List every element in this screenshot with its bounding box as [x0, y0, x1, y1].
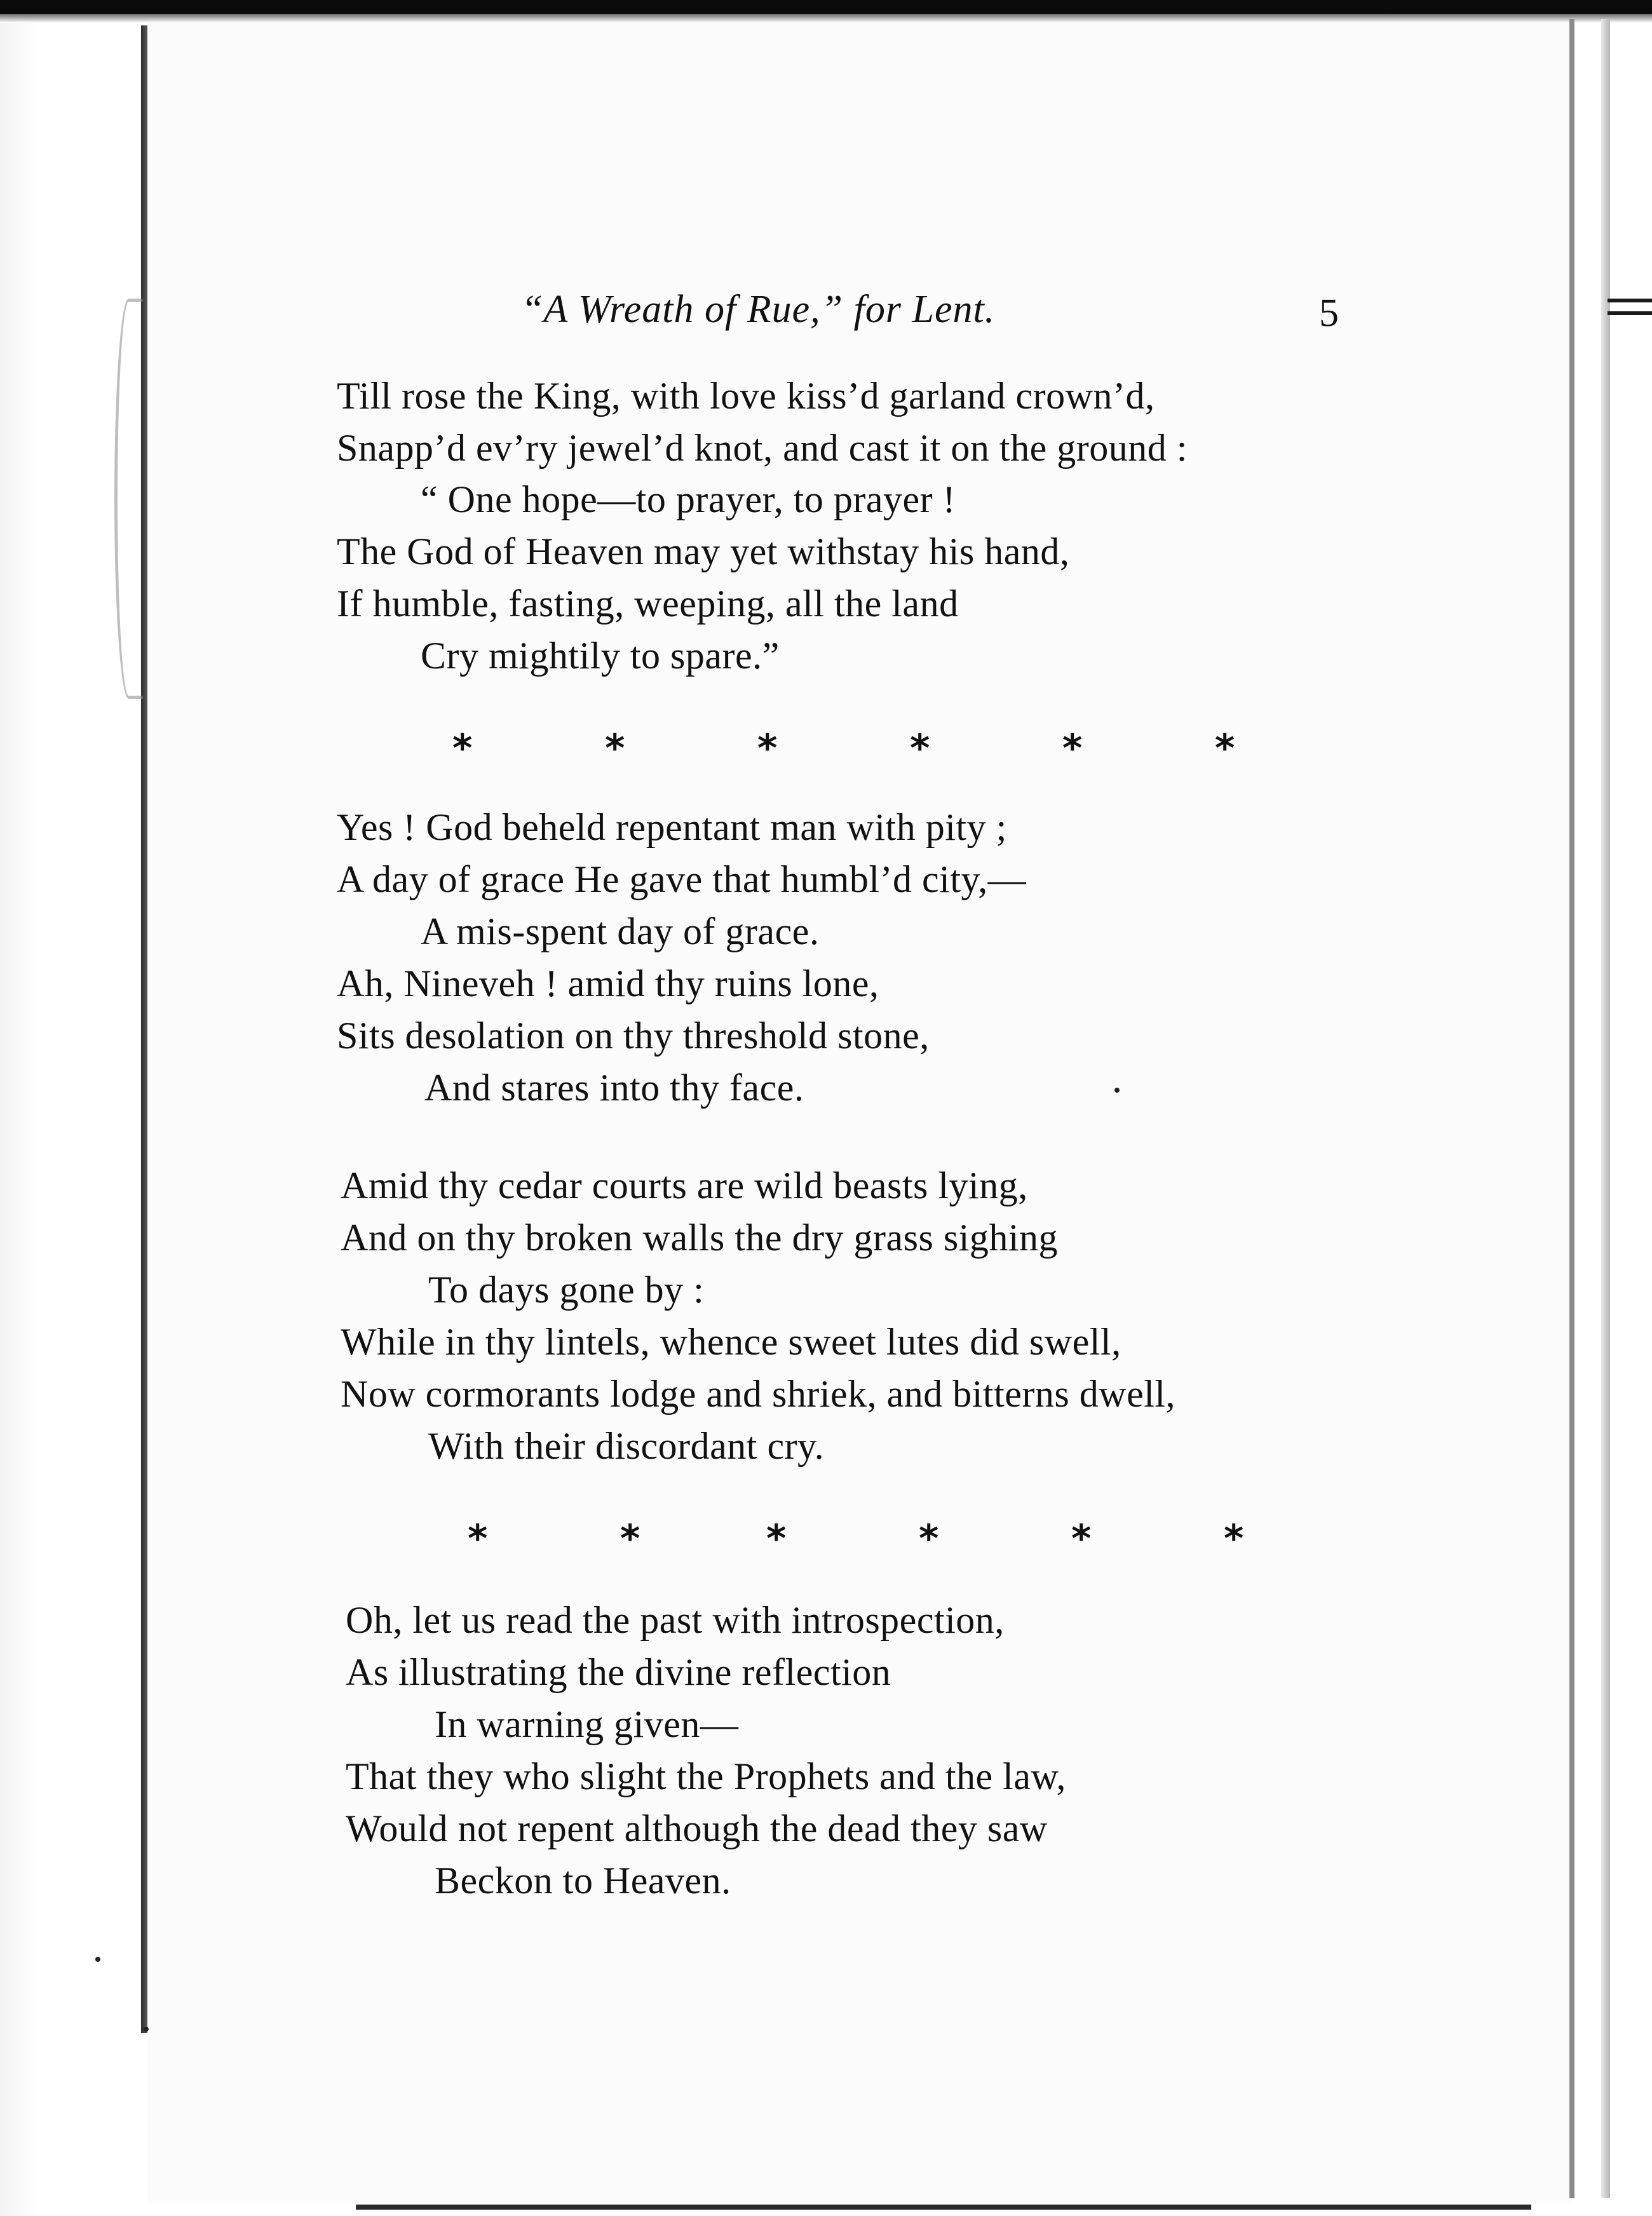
- poem-line: Snapp’d ev’ry jewel’d knot, and cast it on the ground :: [337, 427, 1188, 469]
- scan-top-edge: [0, 0, 1652, 14]
- separator-star: *: [1062, 726, 1083, 771]
- poem-line: And on thy broken walls the dry grass sighing: [341, 1217, 1059, 1259]
- scan-speck: [95, 1957, 100, 1962]
- book-fore-edge: [1601, 19, 1610, 2198]
- poem-line: Sits desolation on thy threshold stone,: [337, 1015, 930, 1057]
- asterism-separator: [0, 1517, 1652, 1561]
- poem-line: Ah, Nineveh ! amid thy ruins lone,: [337, 963, 879, 1004]
- page-bottom-edge: [356, 2205, 1531, 2210]
- poem-line: Yes ! God beheld repentant man with pity ;: [337, 806, 1007, 848]
- poem-line: Now cormorants lodge and shriek, and bitterns dwell,: [341, 1373, 1176, 1415]
- page-right-edge: [1569, 19, 1574, 2198]
- separator-star: *: [766, 1517, 787, 1561]
- poem-line: A mis-spent day of grace.: [421, 910, 820, 952]
- poem-line: The God of Heaven may yet withstay his hand,: [337, 530, 1070, 572]
- poem-line: That they who slight the Prophets and the law,: [346, 1755, 1066, 1797]
- scan-speck: [144, 2027, 149, 2032]
- separator-star: *: [757, 726, 778, 771]
- separator-star: *: [620, 1517, 640, 1561]
- scan-left-margin: [0, 0, 38, 2216]
- separator-star: *: [910, 726, 930, 771]
- poem-line: In warning given—: [435, 1703, 739, 1745]
- asterism-separator: [0, 726, 1652, 771]
- poem-line: Amid thy cedar courts are wild beasts lying,: [341, 1165, 1028, 1206]
- running-header-title: “A Wreath of Rue,” for Lent.: [521, 288, 996, 331]
- poem-line: Would not repent although the dead they saw: [346, 1807, 1048, 1849]
- fore-edge-marks: [1608, 299, 1652, 337]
- separator-star: *: [468, 1517, 488, 1561]
- poem-line: Cry mightily to spare.”: [421, 635, 780, 677]
- scan-speck: [1114, 1088, 1120, 1093]
- poem-line: Till rose the King, with love kiss’d garland crown’d,: [337, 375, 1155, 417]
- poem-line: If humble, fasting, weeping, all the land: [337, 583, 959, 625]
- poem-line: Oh, let us read the past with introspection,: [346, 1599, 1005, 1641]
- poem-line: “ One hope—to prayer, to prayer !: [421, 478, 956, 520]
- poem-line: While in thy lintels, whence sweet lutes did swell,: [341, 1321, 1121, 1363]
- separator-star: *: [452, 726, 473, 771]
- page-number: 5: [1319, 292, 1339, 335]
- page-paper: [147, 23, 1569, 2203]
- separator-star: *: [605, 726, 625, 771]
- poem-line: And stares into thy face.: [424, 1067, 804, 1109]
- binding-thread: [114, 299, 143, 699]
- scan-top-shadow: [0, 14, 1652, 23]
- poem-line: With their discordant cry.: [428, 1425, 825, 1467]
- separator-star: *: [1071, 1517, 1092, 1561]
- poem-line: Beckon to Heaven.: [435, 1860, 731, 1902]
- poem-line: As illustrating the divine reflection: [346, 1651, 891, 1693]
- poem-line: A day of grace He gave that humbl’d city,—: [337, 858, 1027, 900]
- separator-star: *: [1224, 1517, 1244, 1561]
- poem-line: To days gone by :: [428, 1269, 705, 1311]
- separator-star: *: [1215, 726, 1235, 771]
- separator-star: *: [919, 1517, 939, 1561]
